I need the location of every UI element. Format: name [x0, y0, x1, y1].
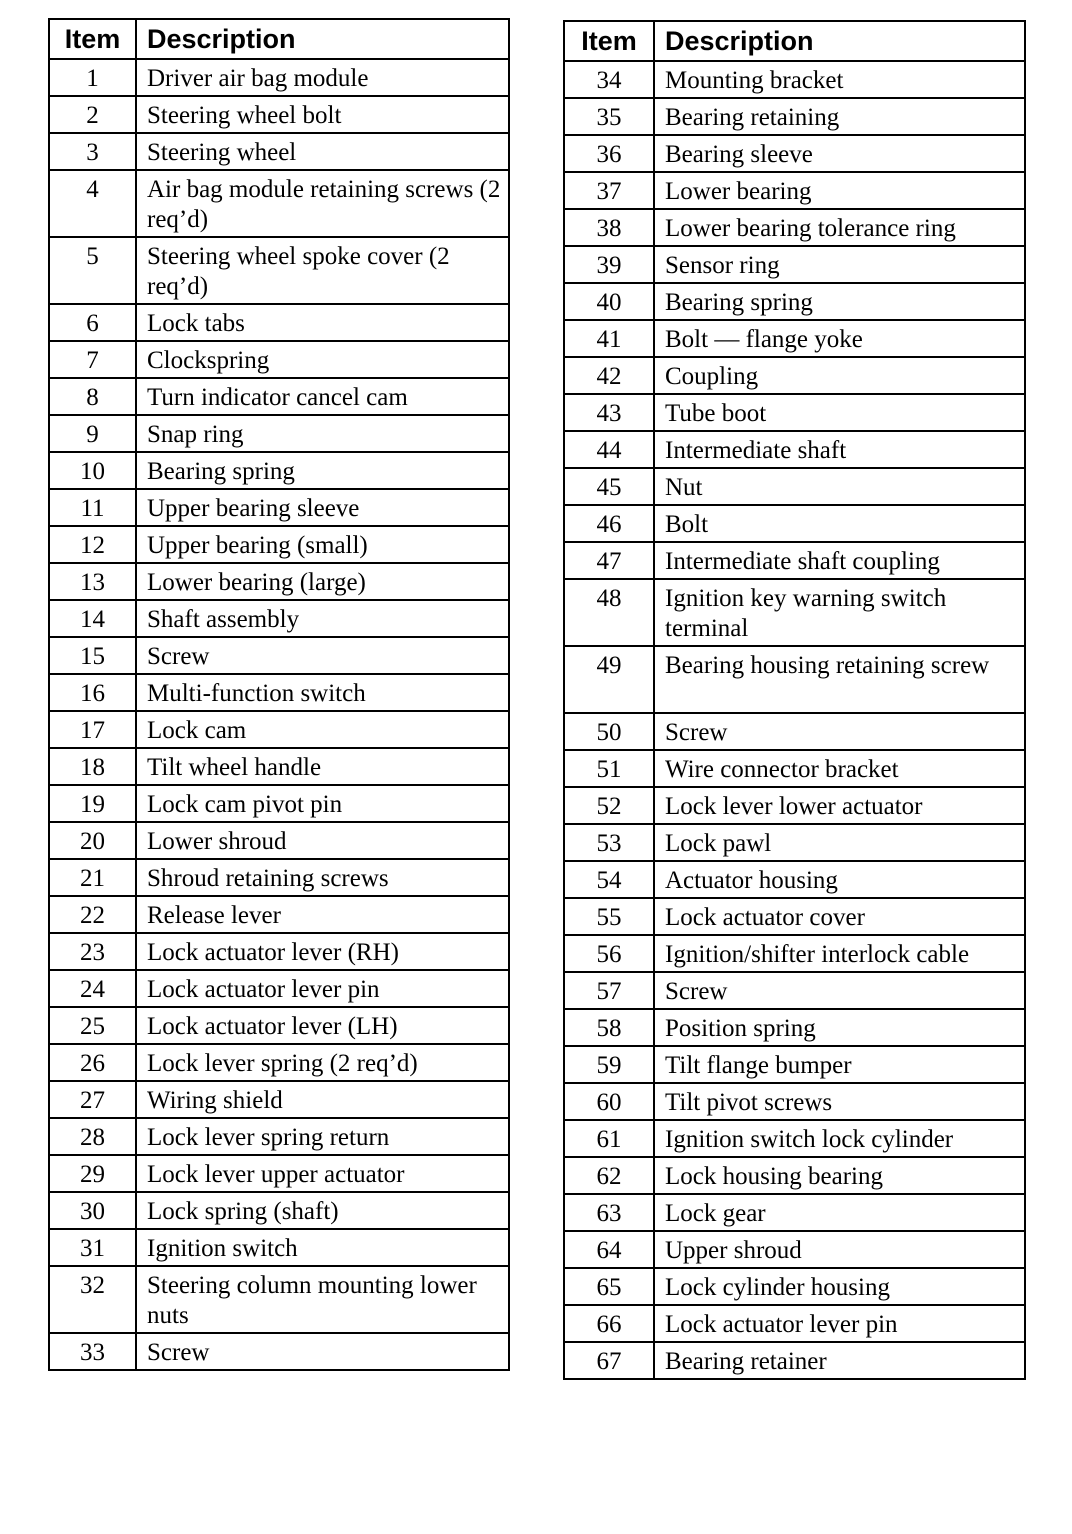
item-description: Driver air bag module [136, 59, 509, 96]
table-row [49, 785, 509, 822]
table-row [564, 505, 1025, 542]
item-number: 66 [564, 1305, 654, 1342]
table-row [49, 341, 509, 378]
table-row [49, 237, 509, 304]
item-description: Actuator housing [654, 861, 1025, 898]
item-description: Upper bearing (small) [136, 526, 509, 563]
item-description: Lower bearing tolerance ring [654, 209, 1025, 246]
table-row [564, 824, 1025, 861]
item-number: 47 [564, 542, 654, 579]
table-row [564, 579, 1025, 646]
item-description: Release lever [136, 896, 509, 933]
item-description: Intermediate shaft coupling [654, 542, 1025, 579]
table-row [564, 98, 1025, 135]
item-description: Ignition switch lock cylinder [654, 1120, 1025, 1157]
table-row [564, 61, 1025, 98]
item-number: 25 [49, 1007, 136, 1044]
item-number: 8 [49, 378, 136, 415]
item-number: 6 [49, 304, 136, 341]
item-number: 53 [564, 824, 654, 861]
item-number: 17 [49, 711, 136, 748]
table-row [49, 96, 509, 133]
table-row [564, 1009, 1025, 1046]
item-description: Screw [136, 1333, 509, 1370]
table-row [564, 935, 1025, 972]
table-row [49, 415, 509, 452]
table-row [564, 1046, 1025, 1083]
item-number: 59 [564, 1046, 654, 1083]
item-description: Bearing retainer [654, 1342, 1025, 1379]
item-description: Screw [136, 637, 509, 674]
item-description: Tube boot [654, 394, 1025, 431]
parts-table-left [48, 18, 510, 1371]
item-number: 36 [564, 135, 654, 172]
item-number: 12 [49, 526, 136, 563]
table-row [49, 59, 509, 96]
table-row [49, 970, 509, 1007]
table-row [49, 378, 509, 415]
table-row [49, 1192, 509, 1229]
item-number: 57 [564, 972, 654, 1009]
item-description: Tilt flange bumper [654, 1046, 1025, 1083]
item-number: 46 [564, 505, 654, 542]
table-row [49, 637, 509, 674]
item-number: 37 [564, 172, 654, 209]
item-number: 3 [49, 133, 136, 170]
item-number: 39 [564, 246, 654, 283]
table-row [564, 646, 1025, 713]
table-row [564, 172, 1025, 209]
table-row [564, 1194, 1025, 1231]
header-row [49, 19, 509, 59]
item-description: Lower shroud [136, 822, 509, 859]
table-row [49, 452, 509, 489]
table-row [564, 861, 1025, 898]
item-number: 44 [564, 431, 654, 468]
table-row [49, 563, 509, 600]
item-number: 23 [49, 933, 136, 970]
item-number: 22 [49, 896, 136, 933]
table-row [564, 1120, 1025, 1157]
table-row [49, 133, 509, 170]
item-number: 63 [564, 1194, 654, 1231]
header-row [564, 21, 1025, 61]
table-row [564, 1305, 1025, 1342]
table-row [564, 394, 1025, 431]
item-description: Wiring shield [136, 1081, 509, 1118]
item-number: 4 [49, 170, 136, 237]
item-number: 26 [49, 1044, 136, 1081]
item-description: Steering wheel spoke cover (2 req’d) [136, 237, 509, 304]
item-number: 42 [564, 357, 654, 394]
item-description: Ignition key warning switch terminal [654, 579, 1025, 646]
item-number: 60 [564, 1083, 654, 1120]
table-row [564, 542, 1025, 579]
item-description: Air bag module retaining screws (2 req’d) [136, 170, 509, 237]
table-row [49, 1118, 509, 1155]
table-row [49, 859, 509, 896]
table-row [49, 822, 509, 859]
item-description: Position spring [654, 1009, 1025, 1046]
item-number: 55 [564, 898, 654, 935]
item-description: Snap ring [136, 415, 509, 452]
item-description: Tilt pivot screws [654, 1083, 1025, 1120]
item-description: Upper bearing sleeve [136, 489, 509, 526]
item-number: 50 [564, 713, 654, 750]
table-row [49, 1266, 509, 1333]
table-row [564, 898, 1025, 935]
item-description: Nut [654, 468, 1025, 505]
table-row [49, 896, 509, 933]
table-row [49, 748, 509, 785]
item-number: 52 [564, 787, 654, 824]
item-number: 49 [564, 646, 654, 713]
item-column-header: Item [564, 21, 654, 61]
parts-table-left-body [49, 59, 509, 1370]
item-description: Steering column mounting lower nuts [136, 1266, 509, 1333]
table-row [49, 711, 509, 748]
table-row [49, 1229, 509, 1266]
item-number: 29 [49, 1155, 136, 1192]
item-description: Lock spring (shaft) [136, 1192, 509, 1229]
item-number: 24 [49, 970, 136, 1007]
item-description: Screw [654, 972, 1025, 1009]
table-row [49, 1155, 509, 1192]
item-number: 65 [564, 1268, 654, 1305]
item-number: 18 [49, 748, 136, 785]
item-number: 14 [49, 600, 136, 637]
item-description: Lock actuator lever pin [654, 1305, 1025, 1342]
item-number: 58 [564, 1009, 654, 1046]
item-description: Lock actuator lever (LH) [136, 1007, 509, 1044]
item-description: Shroud retaining screws [136, 859, 509, 896]
item-number: 19 [49, 785, 136, 822]
table-row [564, 135, 1025, 172]
item-description: Lock cam [136, 711, 509, 748]
item-description: Lock lever lower actuator [654, 787, 1025, 824]
description-column-header: Description [136, 19, 509, 59]
item-description: Lock cylinder housing [654, 1268, 1025, 1305]
table-row [49, 1044, 509, 1081]
table-row [564, 787, 1025, 824]
table-row [564, 1157, 1025, 1194]
item-description: Coupling [654, 357, 1025, 394]
table-row [564, 1342, 1025, 1379]
item-number: 51 [564, 750, 654, 787]
item-number: 2 [49, 96, 136, 133]
item-description: Turn indicator cancel cam [136, 378, 509, 415]
item-description: Intermediate shaft [654, 431, 1025, 468]
item-description: Sensor ring [654, 246, 1025, 283]
item-description: Bearing sleeve [654, 135, 1025, 172]
item-number: 64 [564, 1231, 654, 1268]
parts-table-right [563, 20, 1026, 1380]
item-number: 33 [49, 1333, 136, 1370]
item-description: Bearing spring [654, 283, 1025, 320]
item-description: Bolt [654, 505, 1025, 542]
item-description: Ignition switch [136, 1229, 509, 1266]
table-row [564, 209, 1025, 246]
item-description: Wire connector bracket [654, 750, 1025, 787]
item-description: Bolt — flange yoke [654, 320, 1025, 357]
table-row [564, 1083, 1025, 1120]
table-row [49, 526, 509, 563]
item-number: 1 [49, 59, 136, 96]
table-row [49, 933, 509, 970]
item-number: 43 [564, 394, 654, 431]
item-number: 54 [564, 861, 654, 898]
item-description: Lock lever spring (2 req’d) [136, 1044, 509, 1081]
item-number: 61 [564, 1120, 654, 1157]
item-description: Mounting bracket [654, 61, 1025, 98]
table-row [564, 431, 1025, 468]
table-row [564, 468, 1025, 505]
item-description: Lock gear [654, 1194, 1025, 1231]
item-number: 41 [564, 320, 654, 357]
table-row [564, 750, 1025, 787]
table-row [564, 320, 1025, 357]
description-column-header: Description [654, 21, 1025, 61]
item-number: 34 [564, 61, 654, 98]
item-description: Steering wheel bolt [136, 96, 509, 133]
item-number: 5 [49, 237, 136, 304]
item-description: Lock actuator lever pin [136, 970, 509, 1007]
item-number: 48 [564, 579, 654, 646]
item-description: Tilt wheel handle [136, 748, 509, 785]
table-row [49, 1007, 509, 1044]
item-description: Lower bearing (large) [136, 563, 509, 600]
item-number: 27 [49, 1081, 136, 1118]
item-description: Lock lever upper actuator [136, 1155, 509, 1192]
item-description: Lock housing bearing [654, 1157, 1025, 1194]
item-description: Screw [654, 713, 1025, 750]
table-row [49, 1081, 509, 1118]
item-description: Multi-function switch [136, 674, 509, 711]
item-column-header: Item [49, 19, 136, 59]
item-number: 11 [49, 489, 136, 526]
table-row [49, 674, 509, 711]
table-row [564, 713, 1025, 750]
table-row [49, 304, 509, 341]
item-number: 40 [564, 283, 654, 320]
item-description: Lock actuator cover [654, 898, 1025, 935]
item-number: 62 [564, 1157, 654, 1194]
item-number: 13 [49, 563, 136, 600]
item-number: 67 [564, 1342, 654, 1379]
item-number: 35 [564, 98, 654, 135]
item-description: Lock tabs [136, 304, 509, 341]
item-description: Lock cam pivot pin [136, 785, 509, 822]
item-number: 45 [564, 468, 654, 505]
item-description: Clockspring [136, 341, 509, 378]
table-row [564, 1231, 1025, 1268]
item-number: 9 [49, 415, 136, 452]
item-description: Upper shroud [654, 1231, 1025, 1268]
item-number: 21 [49, 859, 136, 896]
table-row [564, 357, 1025, 394]
table-row [564, 1268, 1025, 1305]
item-number: 32 [49, 1266, 136, 1333]
item-number: 28 [49, 1118, 136, 1155]
item-number: 38 [564, 209, 654, 246]
table-row [564, 283, 1025, 320]
table-row [49, 600, 509, 637]
table-row [49, 489, 509, 526]
item-description: Lower bearing [654, 172, 1025, 209]
item-description: Bearing housing retaining screw [654, 646, 1025, 713]
item-number: 16 [49, 674, 136, 711]
item-number: 20 [49, 822, 136, 859]
item-number: 10 [49, 452, 136, 489]
item-description: Bearing spring [136, 452, 509, 489]
item-description: Lock lever spring return [136, 1118, 509, 1155]
table-row [564, 972, 1025, 1009]
item-number: 30 [49, 1192, 136, 1229]
item-number: 31 [49, 1229, 136, 1266]
table-row [49, 170, 509, 237]
item-number: 56 [564, 935, 654, 972]
item-number: 15 [49, 637, 136, 674]
item-description: Shaft assembly [136, 600, 509, 637]
item-description: Lock pawl [654, 824, 1025, 861]
item-description: Bearing retaining [654, 98, 1025, 135]
table-row [564, 246, 1025, 283]
table-row [49, 1333, 509, 1370]
item-number: 7 [49, 341, 136, 378]
item-description: Steering wheel [136, 133, 509, 170]
item-description: Ignition/shifter interlock cable [654, 935, 1025, 972]
item-description: Lock actuator lever (RH) [136, 933, 509, 970]
parts-table-right-body [564, 61, 1025, 1379]
